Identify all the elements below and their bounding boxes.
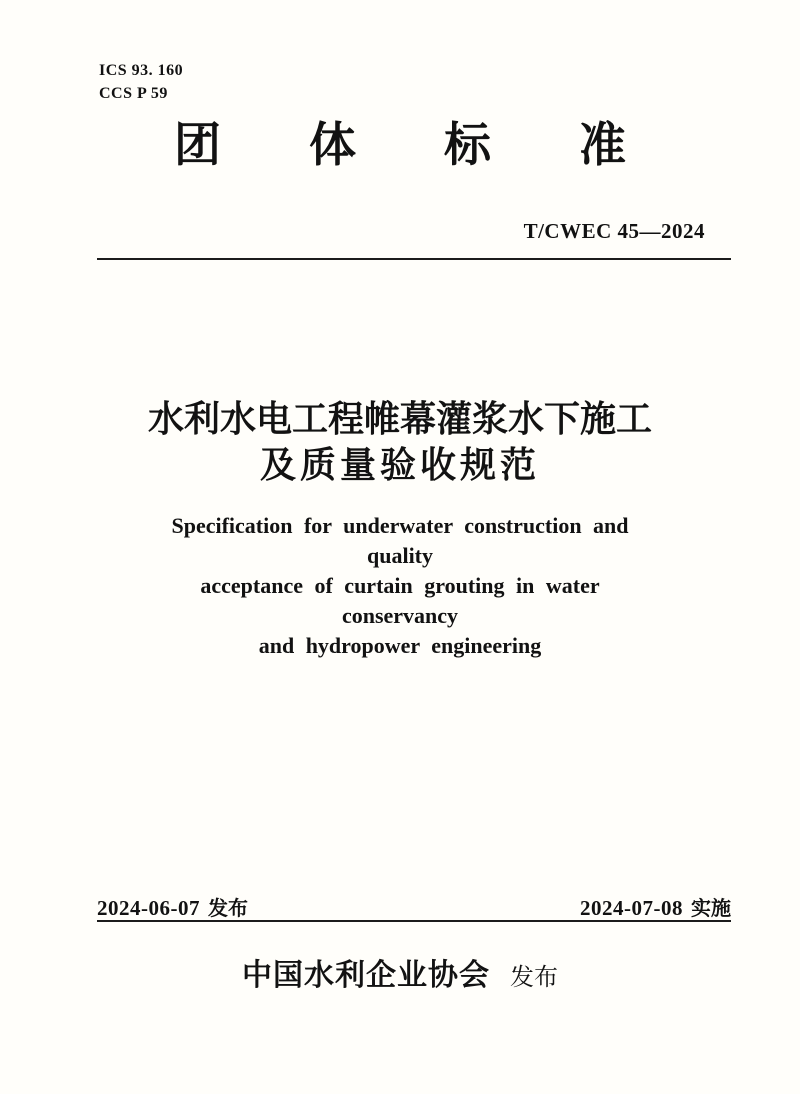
title-chinese-line2: 及质量验收规范	[259, 444, 540, 485]
publisher-label: 发布	[510, 964, 558, 991]
bottom-horizontal-rule	[97, 920, 731, 922]
publisher-row	[0, 950, 800, 994]
ccs-code: CCS P 59	[99, 85, 168, 102]
doc-type-char: 团	[174, 118, 221, 171]
implementation-label: 实施	[691, 898, 731, 920]
issue-date: 2024-06-07	[97, 896, 200, 920]
doc-type-char: 准	[579, 118, 626, 171]
title-english-line2: acceptance of curtain grouting in water conservancy	[200, 573, 600, 628]
top-horizontal-rule	[97, 258, 731, 260]
document-type-heading	[0, 118, 800, 171]
implementation-date: 2024-07-08	[580, 896, 683, 920]
classification-codes	[99, 59, 183, 105]
title-english-line1: Specification for underwater construction and quality	[171, 513, 629, 568]
issue-label: 发布	[208, 898, 248, 920]
doc-type-char: 标	[444, 118, 491, 171]
publisher-name: 中国水利企业协会	[242, 959, 490, 992]
ics-code: ICS 93. 160	[99, 62, 184, 79]
title-english-line3: and hydropower engineering	[258, 633, 542, 658]
title-chinese-line1: 水利水电工程帷幕灌浆水下施工	[147, 398, 652, 439]
date-row	[97, 892, 731, 921]
doc-type-char: 体	[309, 118, 356, 171]
title-chinese	[0, 396, 800, 488]
title-english	[140, 511, 660, 661]
standard-number: T/CWEC 45—2024	[523, 219, 705, 243]
issue-date-group	[97, 892, 248, 921]
implementation-date-group	[580, 892, 731, 921]
